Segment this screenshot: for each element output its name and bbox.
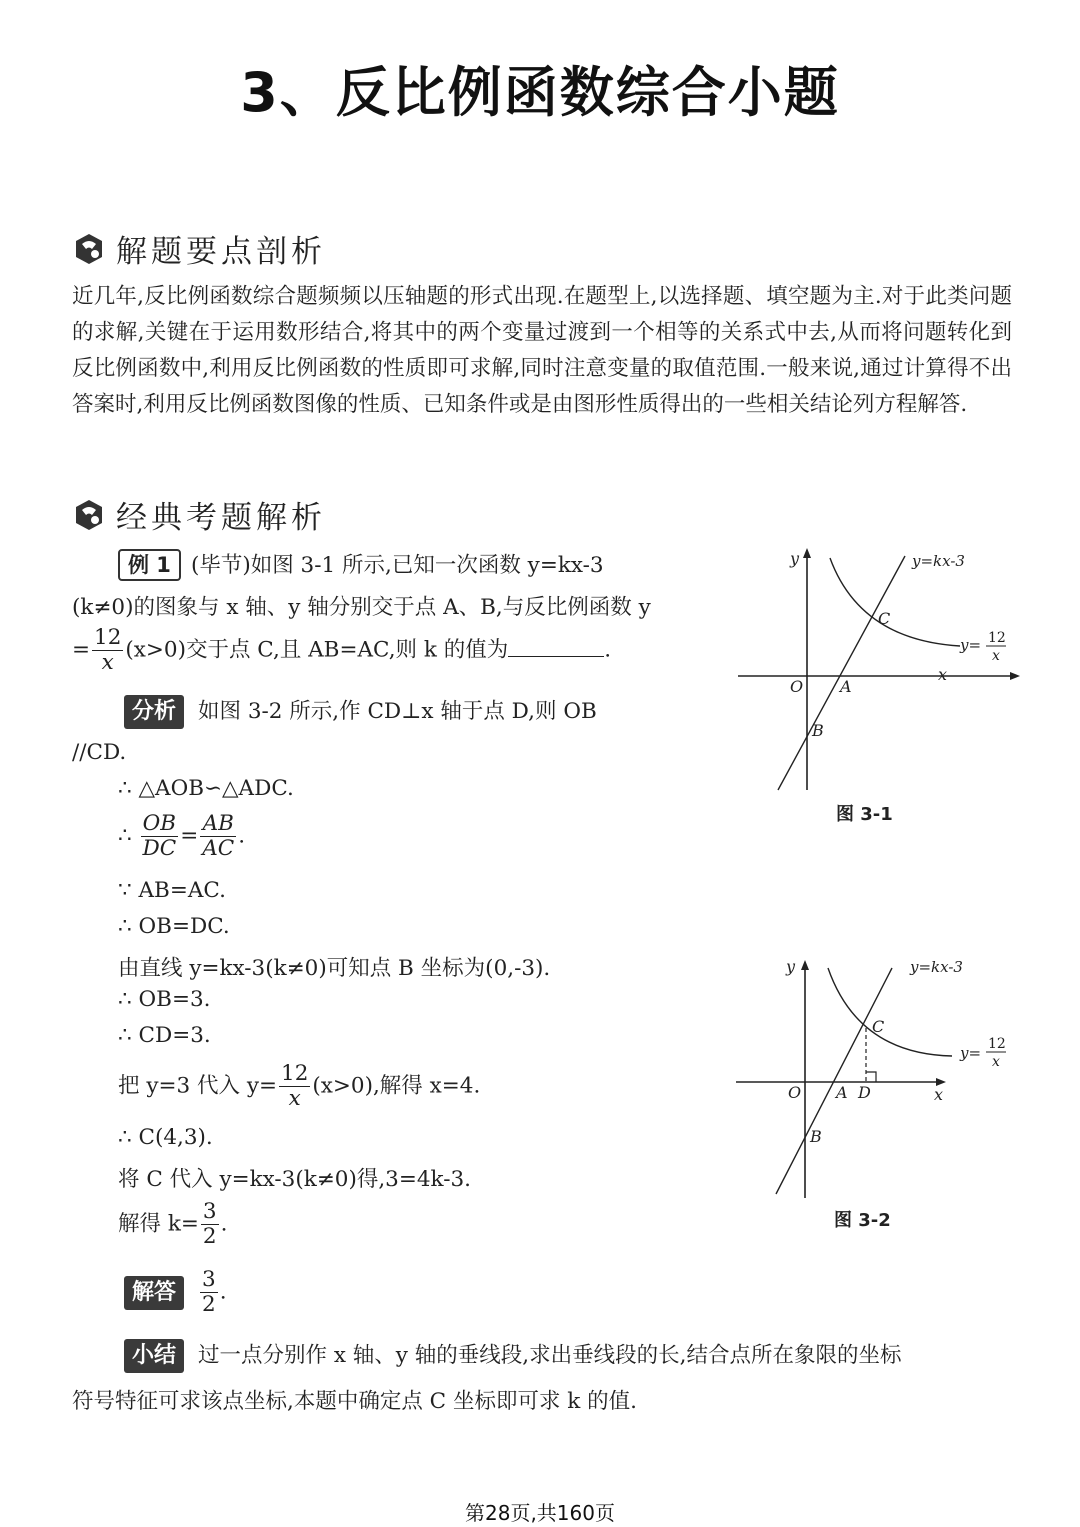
hyperbola-curve: [830, 558, 960, 646]
eq-sign: =: [72, 637, 91, 663]
numerator: 12: [94, 625, 122, 650]
analysis-tag: 分析: [124, 695, 184, 729]
analysis-step-8: [118, 1062, 480, 1111]
figure-3-2-caption: 图 3-2: [834, 1210, 891, 1231]
analysis-step-1: ∴ △AOB∽△ADC.: [118, 776, 294, 801]
curve-numerator: 12: [988, 630, 1006, 646]
page-footer: 第28页,共160页: [465, 1501, 615, 1525]
period: .: [238, 823, 246, 849]
point-d-label: D: [858, 1083, 871, 1102]
analysis-text: (x>0),解得 x=4.: [312, 1073, 481, 1099]
origin-label: O: [790, 677, 804, 696]
y-axis-arrow-icon: [803, 548, 811, 558]
analysis-step-7: ∴ CD=3.: [118, 1023, 211, 1048]
denominator: 2: [202, 1224, 217, 1249]
summary-line-2: 符号特征可求该点坐标,本题中确定点 C 坐标即可求 k 的值.: [72, 1389, 637, 1414]
intro-paragraph: 近几年,反比例函数综合题频频以压轴题的形式出现.在题型上,以选择题、填空题为主.对于此类问题的求解,关键在于运用数形结合,将其中的两个变量过渡到一个相等的关系式中去,从而将问题转化到反比例函数中,利用反比例函数的性质即可求解,同时注意变量的取值范围.一般来说,通过计算得不出答案时,利用反比例函数图像的性质、已知条件或是由图形性质得出的一些相关结论列方程解答.: [72, 284, 1012, 417]
analysis-step-10: 将 C 代入 y=kx-3(k≠0)得,3=4k-3.: [118, 1167, 471, 1192]
analysis-step-3: ∵ AB=AC.: [118, 878, 226, 903]
analysis-text: 解得 k=: [118, 1211, 199, 1237]
curve-equation-label: y=: [960, 1044, 982, 1062]
line-equation-label: y=kx-3: [912, 552, 965, 570]
denominator: AC: [202, 836, 235, 861]
y-label: y: [786, 957, 796, 976]
numerator: 3: [202, 1267, 216, 1292]
answer-tag: 解答: [124, 1276, 184, 1310]
section-heading-analysis: [72, 226, 326, 271]
line-equation-label: y=kx-3: [910, 958, 963, 976]
point-b-label: B: [812, 721, 824, 740]
point-b-label: B: [810, 1127, 822, 1146]
analysis-line-2: //CD.: [72, 740, 127, 765]
section-heading-text: 经典考题解析: [116, 500, 326, 536]
example-line-1: [118, 548, 604, 581]
figure-3-1: [730, 540, 1020, 800]
example-line-2: (k≠0)的图象与 x 轴、y 轴分别交于点 A、B,与反比例函数 y: [72, 595, 651, 620]
period: .: [220, 1211, 228, 1237]
summary-text: 过一点分别作 x 轴、y 轴的垂线段,求出垂线段的长,结合点所在象限的坐标: [198, 1343, 902, 1368]
fraction: [92, 626, 123, 675]
analysis-step-4: ∴ OB=DC.: [118, 914, 230, 939]
example-text: (毕节)如图 3-1 所示,已知一次函数 y=kx-3: [190, 553, 604, 578]
section-heading-examples: [72, 492, 326, 537]
numerator: 3: [202, 1199, 217, 1224]
numerator: AB: [200, 812, 236, 837]
curve-denominator: x: [992, 648, 1000, 664]
fraction: [200, 1268, 218, 1317]
denominator: 2: [202, 1292, 216, 1317]
example-line-3: = $\frac{12}{x}$ (x>0)交于点 C,且 AB=AC,则 k 的值为 .: [72, 625, 612, 675]
x-axis-arrow-icon: [1010, 672, 1020, 680]
curve-equation-label: y=: [960, 636, 982, 654]
fraction: [279, 1062, 310, 1111]
linear-function-line: [776, 968, 892, 1194]
summary-tag: 小结: [124, 1339, 184, 1373]
fraction: [201, 1200, 219, 1249]
analysis-step-5: 由直线 y=kx-3(k≠0)可知点 B 坐标为(0,-3).: [118, 956, 551, 981]
eq-sign: =: [180, 823, 199, 849]
analysis-step-6: ∴ OB=3.: [118, 987, 211, 1012]
analysis-step-9: ∴ C(4,3).: [118, 1125, 213, 1150]
analysis-step-11: [118, 1200, 227, 1249]
section-badge-icon: [72, 232, 106, 266]
figure-3-1-caption: 图 3-1: [836, 804, 893, 825]
analysis-text: 把 y=3 代入 y=: [118, 1073, 278, 1099]
example-text: (x>0)交于点 C,且 AB=AC,则 k 的值为: [125, 637, 509, 663]
y-axis-arrow-icon: [801, 960, 809, 970]
curve-denominator: x: [992, 1054, 1000, 1070]
numerator: OB: [141, 812, 179, 837]
period: .: [219, 1279, 227, 1305]
analysis-text: 如图 3-2 所示,作 CD⊥x 轴于点 D,则 OB: [198, 699, 597, 724]
denominator: x: [288, 1086, 301, 1111]
point-c-label: C: [872, 1017, 885, 1036]
right-angle-mark: [866, 1072, 876, 1082]
point-a-label: A: [840, 677, 852, 696]
section-badge-icon: [72, 498, 106, 532]
point-c-label: C: [878, 609, 891, 628]
numerator: 12: [281, 1061, 309, 1086]
fraction: [141, 812, 179, 861]
denominator: DC: [142, 836, 177, 861]
linear-function-line: [778, 556, 905, 790]
figure-3-2: [730, 948, 1020, 1208]
page-title: 3、反比例函数综合小题: [240, 61, 840, 124]
answer-line: [124, 1268, 227, 1317]
y-label: y: [790, 549, 800, 568]
answer-blank: [508, 638, 604, 657]
point-a-label: A: [836, 1083, 848, 1102]
curve-numerator: 12: [988, 1036, 1006, 1052]
therefore-symbol: ∴: [118, 823, 132, 849]
fraction: [200, 812, 236, 861]
analysis-line-1: [124, 694, 597, 729]
hyperbola-curve: [828, 968, 952, 1056]
x-label: x: [934, 1085, 944, 1104]
section-heading-text: 解题要点剖析: [116, 234, 326, 270]
denominator: x: [101, 650, 114, 675]
origin-label: O: [788, 1083, 802, 1102]
analysis-step-2: [118, 812, 245, 861]
x-label: x: [938, 665, 948, 684]
example-tag: 例 1: [118, 549, 181, 581]
summary-line-1: [124, 1338, 901, 1373]
